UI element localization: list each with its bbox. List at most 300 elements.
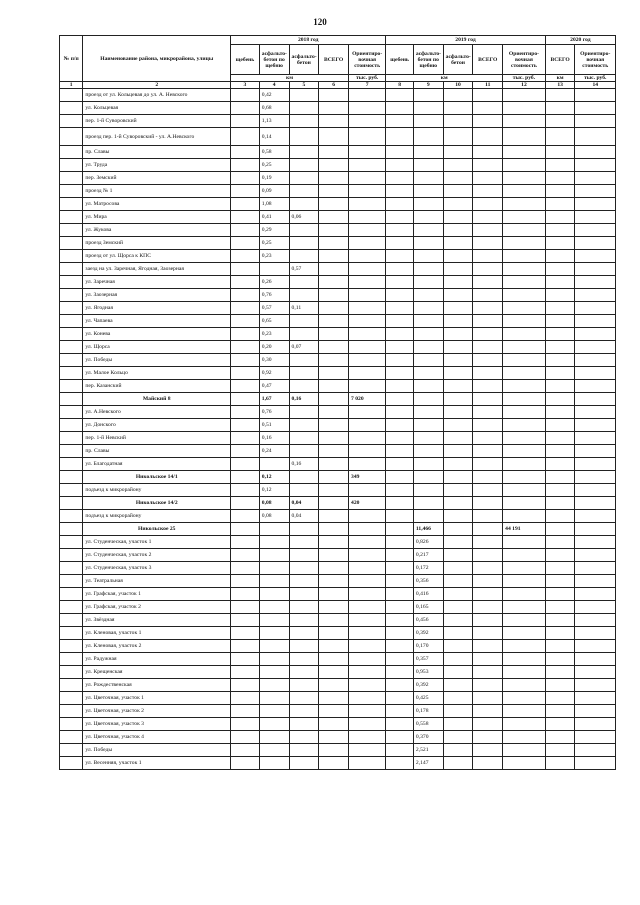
cell-col-1 — [60, 341, 83, 354]
cell-col-12 — [503, 757, 546, 770]
cell-col-13 — [545, 653, 575, 666]
cell-col-9 — [413, 432, 443, 445]
cell-col-1 — [60, 536, 83, 549]
cell-col-4 — [259, 536, 289, 549]
cell-col-8 — [386, 601, 414, 614]
cell-col-4: 0,19 — [259, 172, 289, 185]
cell-col-7 — [349, 731, 386, 744]
cell-col-3 — [231, 432, 260, 445]
cell-col-5: 0,57 — [289, 263, 319, 276]
cell-col-8 — [386, 523, 414, 536]
cell-col-1 — [60, 263, 83, 276]
cell-col-12 — [503, 341, 546, 354]
row-name: ул. Труда — [83, 159, 231, 172]
cell-col-12 — [503, 419, 546, 432]
cell-col-10 — [443, 731, 473, 744]
cell-col-5 — [289, 653, 319, 666]
cell-col-12 — [503, 250, 546, 263]
row-name: ул. Кленовая, участок 2 — [83, 640, 231, 653]
cell-col-5 — [289, 237, 319, 250]
row-name: проезд № 1 — [83, 185, 231, 198]
cell-col-10 — [443, 458, 473, 471]
cell-col-4: 0,92 — [259, 367, 289, 380]
table-row — [60, 549, 616, 562]
cell-col-9 — [413, 128, 443, 146]
cell-col-12 — [503, 328, 546, 341]
cell-col-13 — [545, 419, 575, 432]
table-row — [60, 445, 616, 458]
cell-col-6 — [319, 484, 349, 497]
cell-col-5 — [289, 289, 319, 302]
cell-col-1 — [60, 692, 83, 705]
table-row — [60, 198, 616, 211]
cell-col-10 — [443, 315, 473, 328]
column-numbers-row — [60, 82, 616, 89]
cell-col-9 — [413, 367, 443, 380]
cell-col-6 — [319, 263, 349, 276]
cell-col-8 — [386, 653, 414, 666]
cell-col-10 — [443, 211, 473, 224]
cell-col-12: 44 191 — [503, 523, 546, 536]
cell-col-3 — [231, 276, 260, 289]
table-row — [60, 146, 616, 159]
cell-col-9: 0,392 — [413, 679, 443, 692]
cell-col-12 — [503, 640, 546, 653]
cell-col-7 — [349, 484, 386, 497]
cell-col-13 — [545, 263, 575, 276]
cell-col-5: 0,04 — [289, 510, 319, 523]
cell-col-9 — [413, 341, 443, 354]
row-name: ул. Студенческая, участок 3 — [83, 562, 231, 575]
cell-col-5 — [289, 406, 319, 419]
cell-col-10 — [443, 328, 473, 341]
cell-col-9 — [413, 471, 443, 484]
cell-col-7 — [349, 367, 386, 380]
cell-col-7 — [349, 627, 386, 640]
cell-col-10 — [443, 172, 473, 185]
cell-col-13 — [545, 115, 575, 128]
cell-col-10 — [443, 302, 473, 315]
cell-col-4: 0,41 — [259, 211, 289, 224]
cell-col-8 — [386, 445, 414, 458]
row-name: пер. 1-й Суворовский — [83, 115, 231, 128]
cell-col-13 — [545, 159, 575, 172]
cell-col-4: 0,12 — [259, 484, 289, 497]
cell-col-13 — [545, 445, 575, 458]
cell-col-12 — [503, 601, 546, 614]
cell-col-3 — [231, 705, 260, 718]
cell-col-4 — [259, 744, 289, 757]
cell-col-3 — [231, 497, 260, 510]
cell-col-9 — [413, 276, 443, 289]
cell-col-11 — [473, 653, 503, 666]
cell-col-4: 0,30 — [259, 354, 289, 367]
cell-col-3 — [231, 588, 260, 601]
cell-col-13 — [545, 198, 575, 211]
cell-col-11 — [473, 146, 503, 159]
section-row — [60, 523, 616, 536]
cell-col-7 — [349, 128, 386, 146]
header-no: № п/п — [60, 36, 83, 82]
cell-col-7 — [349, 89, 386, 102]
cell-col-4: 0,25 — [259, 159, 289, 172]
row-name: ул. Чапаева — [83, 315, 231, 328]
cell-col-14 — [575, 393, 616, 406]
cell-col-4: 0,58 — [259, 146, 289, 159]
cell-col-12 — [503, 198, 546, 211]
cell-col-5 — [289, 128, 319, 146]
cell-col-9 — [413, 115, 443, 128]
row-name: ул. Заречная — [83, 276, 231, 289]
cell-col-5 — [289, 757, 319, 770]
column-number: 12 — [503, 82, 546, 89]
cell-col-6 — [319, 289, 349, 302]
cell-col-4: 1,13 — [259, 115, 289, 128]
cell-col-4 — [259, 588, 289, 601]
cell-col-7 — [349, 419, 386, 432]
row-name: пер. Земский — [83, 172, 231, 185]
cell-col-8 — [386, 562, 414, 575]
cell-col-6 — [319, 211, 349, 224]
cell-col-4 — [259, 679, 289, 692]
cell-col-13 — [545, 640, 575, 653]
cell-col-14 — [575, 575, 616, 588]
cell-col-5 — [289, 380, 319, 393]
cell-col-3 — [231, 419, 260, 432]
cell-col-9: 0,170 — [413, 640, 443, 653]
cell-col-14 — [575, 289, 616, 302]
cell-col-12 — [503, 497, 546, 510]
cell-col-5 — [289, 562, 319, 575]
cell-col-9 — [413, 146, 443, 159]
cell-col-12 — [503, 666, 546, 679]
cell-col-9 — [413, 263, 443, 276]
cell-col-13 — [545, 289, 575, 302]
cell-col-4: 0,76 — [259, 289, 289, 302]
cell-col-7 — [349, 276, 386, 289]
cell-col-5 — [289, 432, 319, 445]
cell-col-12 — [503, 354, 546, 367]
row-name: пер. Казанский — [83, 380, 231, 393]
cell-col-12 — [503, 432, 546, 445]
row-name: ул. Цветочная, участок 1 — [83, 692, 231, 705]
column-number: 2 — [83, 82, 231, 89]
cell-col-7 — [349, 250, 386, 263]
cell-col-9: 2,147 — [413, 757, 443, 770]
cell-col-13 — [545, 588, 575, 601]
cell-col-3 — [231, 627, 260, 640]
cell-col-7: 7 020 — [349, 393, 386, 406]
cell-col-11 — [473, 406, 503, 419]
header-total-2020: ВСЕГО — [545, 45, 575, 75]
cell-col-14 — [575, 102, 616, 115]
cell-col-8 — [386, 705, 414, 718]
cell-col-8 — [386, 211, 414, 224]
cell-col-14 — [575, 211, 616, 224]
cell-col-11 — [473, 341, 503, 354]
table-row — [60, 328, 616, 341]
cell-col-11 — [473, 679, 503, 692]
row-name: ул. Рождественская — [83, 679, 231, 692]
cell-col-11 — [473, 354, 503, 367]
cell-col-6 — [319, 705, 349, 718]
cell-col-5: 0,16 — [289, 393, 319, 406]
cell-col-10 — [443, 432, 473, 445]
cell-col-12 — [503, 653, 546, 666]
cell-col-4: 0,65 — [259, 315, 289, 328]
cell-col-8 — [386, 159, 414, 172]
cell-col-11 — [473, 588, 503, 601]
cell-col-10 — [443, 510, 473, 523]
cell-col-1 — [60, 510, 83, 523]
cell-col-4: 0,16 — [259, 432, 289, 445]
cell-col-10 — [443, 419, 473, 432]
header-cost-2019: Ориентиро-вочная стоимость — [503, 45, 546, 75]
cell-col-10 — [443, 601, 473, 614]
unit-km-2020: км — [545, 75, 575, 82]
cell-col-3 — [231, 692, 260, 705]
cell-col-13 — [545, 89, 575, 102]
cell-col-9 — [413, 315, 443, 328]
cell-col-5 — [289, 549, 319, 562]
cell-col-12 — [503, 731, 546, 744]
cell-col-1 — [60, 367, 83, 380]
cell-col-8 — [386, 510, 414, 523]
cell-col-12 — [503, 575, 546, 588]
cell-col-4: 0,47 — [259, 380, 289, 393]
cell-col-7 — [349, 211, 386, 224]
cell-col-11 — [473, 302, 503, 315]
cell-col-1 — [60, 328, 83, 341]
cell-col-8 — [386, 497, 414, 510]
cell-col-14 — [575, 263, 616, 276]
cell-col-5 — [289, 419, 319, 432]
cell-col-5: 0,11 — [289, 302, 319, 315]
cell-col-13 — [545, 102, 575, 115]
cell-col-14 — [575, 89, 616, 102]
cell-col-10 — [443, 263, 473, 276]
cell-col-8 — [386, 367, 414, 380]
cell-col-6 — [319, 172, 349, 185]
cell-col-10 — [443, 367, 473, 380]
cell-col-11 — [473, 211, 503, 224]
cell-col-13 — [545, 497, 575, 510]
cell-col-11 — [473, 640, 503, 653]
header-asphalt-2019: асфальто-бетон — [443, 45, 473, 75]
table-row — [60, 419, 616, 432]
cell-col-1 — [60, 640, 83, 653]
cell-col-3 — [231, 653, 260, 666]
cell-col-3 — [231, 289, 260, 302]
cell-col-10 — [443, 640, 473, 653]
cell-col-7 — [349, 588, 386, 601]
cell-col-7 — [349, 102, 386, 115]
cell-col-10 — [443, 679, 473, 692]
cell-col-4 — [259, 692, 289, 705]
cell-col-9: 0,217 — [413, 549, 443, 562]
cell-col-3 — [231, 380, 260, 393]
cell-col-3 — [231, 562, 260, 575]
cell-col-4: 0,76 — [259, 406, 289, 419]
cell-col-9 — [413, 159, 443, 172]
cell-col-7 — [349, 380, 386, 393]
cell-col-14 — [575, 588, 616, 601]
cell-col-6 — [319, 354, 349, 367]
cell-col-10 — [443, 614, 473, 627]
cell-col-10 — [443, 523, 473, 536]
cell-col-12 — [503, 224, 546, 237]
cell-col-9: 0,357 — [413, 653, 443, 666]
cell-col-11 — [473, 250, 503, 263]
cell-col-6 — [319, 575, 349, 588]
cell-col-12 — [503, 744, 546, 757]
cell-col-10 — [443, 575, 473, 588]
cell-col-5 — [289, 679, 319, 692]
cell-col-11 — [473, 128, 503, 146]
cell-col-8 — [386, 237, 414, 250]
cell-col-13 — [545, 237, 575, 250]
cell-col-14 — [575, 510, 616, 523]
cell-col-14 — [575, 666, 616, 679]
table-row — [60, 575, 616, 588]
row-name: ул. Театральная — [83, 575, 231, 588]
cell-col-14 — [575, 471, 616, 484]
cell-col-4 — [259, 575, 289, 588]
cell-col-3 — [231, 115, 260, 128]
table-row — [60, 744, 616, 757]
cell-col-4: 0,68 — [259, 102, 289, 115]
cell-col-3 — [231, 471, 260, 484]
cell-col-14 — [575, 185, 616, 198]
cell-col-6 — [319, 406, 349, 419]
cell-col-5 — [289, 588, 319, 601]
cell-col-6 — [319, 250, 349, 263]
cell-col-5 — [289, 601, 319, 614]
cell-col-3 — [231, 328, 260, 341]
cell-col-3 — [231, 185, 260, 198]
row-name: ул. Матросова — [83, 198, 231, 211]
cell-col-14 — [575, 302, 616, 315]
cell-col-7 — [349, 198, 386, 211]
cell-col-11 — [473, 263, 503, 276]
cell-col-1 — [60, 445, 83, 458]
cell-col-1 — [60, 744, 83, 757]
cell-col-12 — [503, 393, 546, 406]
cell-col-8 — [386, 549, 414, 562]
cell-col-10 — [443, 718, 473, 731]
cell-col-4 — [259, 601, 289, 614]
cell-col-14 — [575, 718, 616, 731]
cell-col-1 — [60, 185, 83, 198]
row-name: ул. Малое Кольцо — [83, 367, 231, 380]
table-row — [60, 406, 616, 419]
cell-col-6 — [319, 679, 349, 692]
header-2018: 2018 год — [231, 36, 386, 45]
cell-col-3 — [231, 354, 260, 367]
cell-col-8 — [386, 406, 414, 419]
column-number: 3 — [231, 82, 260, 89]
cell-col-6 — [319, 614, 349, 627]
cell-col-7 — [349, 757, 386, 770]
cell-col-14 — [575, 614, 616, 627]
cell-col-7 — [349, 315, 386, 328]
cell-col-5 — [289, 744, 319, 757]
cell-col-3 — [231, 315, 260, 328]
cell-col-10 — [443, 102, 473, 115]
cell-col-5 — [289, 315, 319, 328]
cell-col-4: 0,08 — [259, 510, 289, 523]
cell-col-12 — [503, 289, 546, 302]
cell-col-9 — [413, 211, 443, 224]
cell-col-11 — [473, 115, 503, 128]
row-name: ул. Щорса — [83, 341, 231, 354]
cell-col-14 — [575, 679, 616, 692]
cell-col-5 — [289, 536, 319, 549]
cell-col-6 — [319, 458, 349, 471]
cell-col-12 — [503, 380, 546, 393]
cell-col-7 — [349, 263, 386, 276]
cell-col-8 — [386, 115, 414, 128]
cell-col-11 — [473, 367, 503, 380]
cell-col-11 — [473, 497, 503, 510]
cell-col-9 — [413, 497, 443, 510]
cell-col-5 — [289, 115, 319, 128]
cell-col-1 — [60, 102, 83, 115]
cell-col-6 — [319, 237, 349, 250]
cell-col-11 — [473, 276, 503, 289]
cell-col-10 — [443, 406, 473, 419]
cell-col-1 — [60, 627, 83, 640]
cell-col-9 — [413, 289, 443, 302]
cell-col-5 — [289, 627, 319, 640]
cell-col-9 — [413, 198, 443, 211]
header-2020: 2020 год — [545, 36, 615, 45]
cell-col-6 — [319, 302, 349, 315]
cell-col-7 — [349, 653, 386, 666]
cell-col-8 — [386, 679, 414, 692]
row-name: ул. Мира — [83, 211, 231, 224]
cell-col-11 — [473, 614, 503, 627]
cell-col-5 — [289, 666, 319, 679]
cell-col-1 — [60, 115, 83, 128]
cell-col-14 — [575, 432, 616, 445]
cell-col-1 — [60, 393, 83, 406]
cell-col-9: 0,370 — [413, 731, 443, 744]
cell-col-11 — [473, 705, 503, 718]
cell-col-4: 0,57 — [259, 302, 289, 315]
table-row — [60, 679, 616, 692]
cell-col-10 — [443, 341, 473, 354]
cell-col-13 — [545, 601, 575, 614]
cell-col-6 — [319, 224, 349, 237]
cell-col-1 — [60, 575, 83, 588]
cell-col-12 — [503, 159, 546, 172]
cell-col-9 — [413, 102, 443, 115]
cell-col-7 — [349, 666, 386, 679]
cell-col-13 — [545, 393, 575, 406]
cell-col-10 — [443, 185, 473, 198]
cell-col-4 — [259, 614, 289, 627]
cell-col-14 — [575, 354, 616, 367]
cell-col-1 — [60, 484, 83, 497]
cell-col-11 — [473, 731, 503, 744]
cell-col-6 — [319, 315, 349, 328]
cell-col-4 — [259, 705, 289, 718]
cell-col-14 — [575, 146, 616, 159]
cell-col-11 — [473, 692, 503, 705]
cell-col-1 — [60, 224, 83, 237]
cell-col-5 — [289, 445, 319, 458]
